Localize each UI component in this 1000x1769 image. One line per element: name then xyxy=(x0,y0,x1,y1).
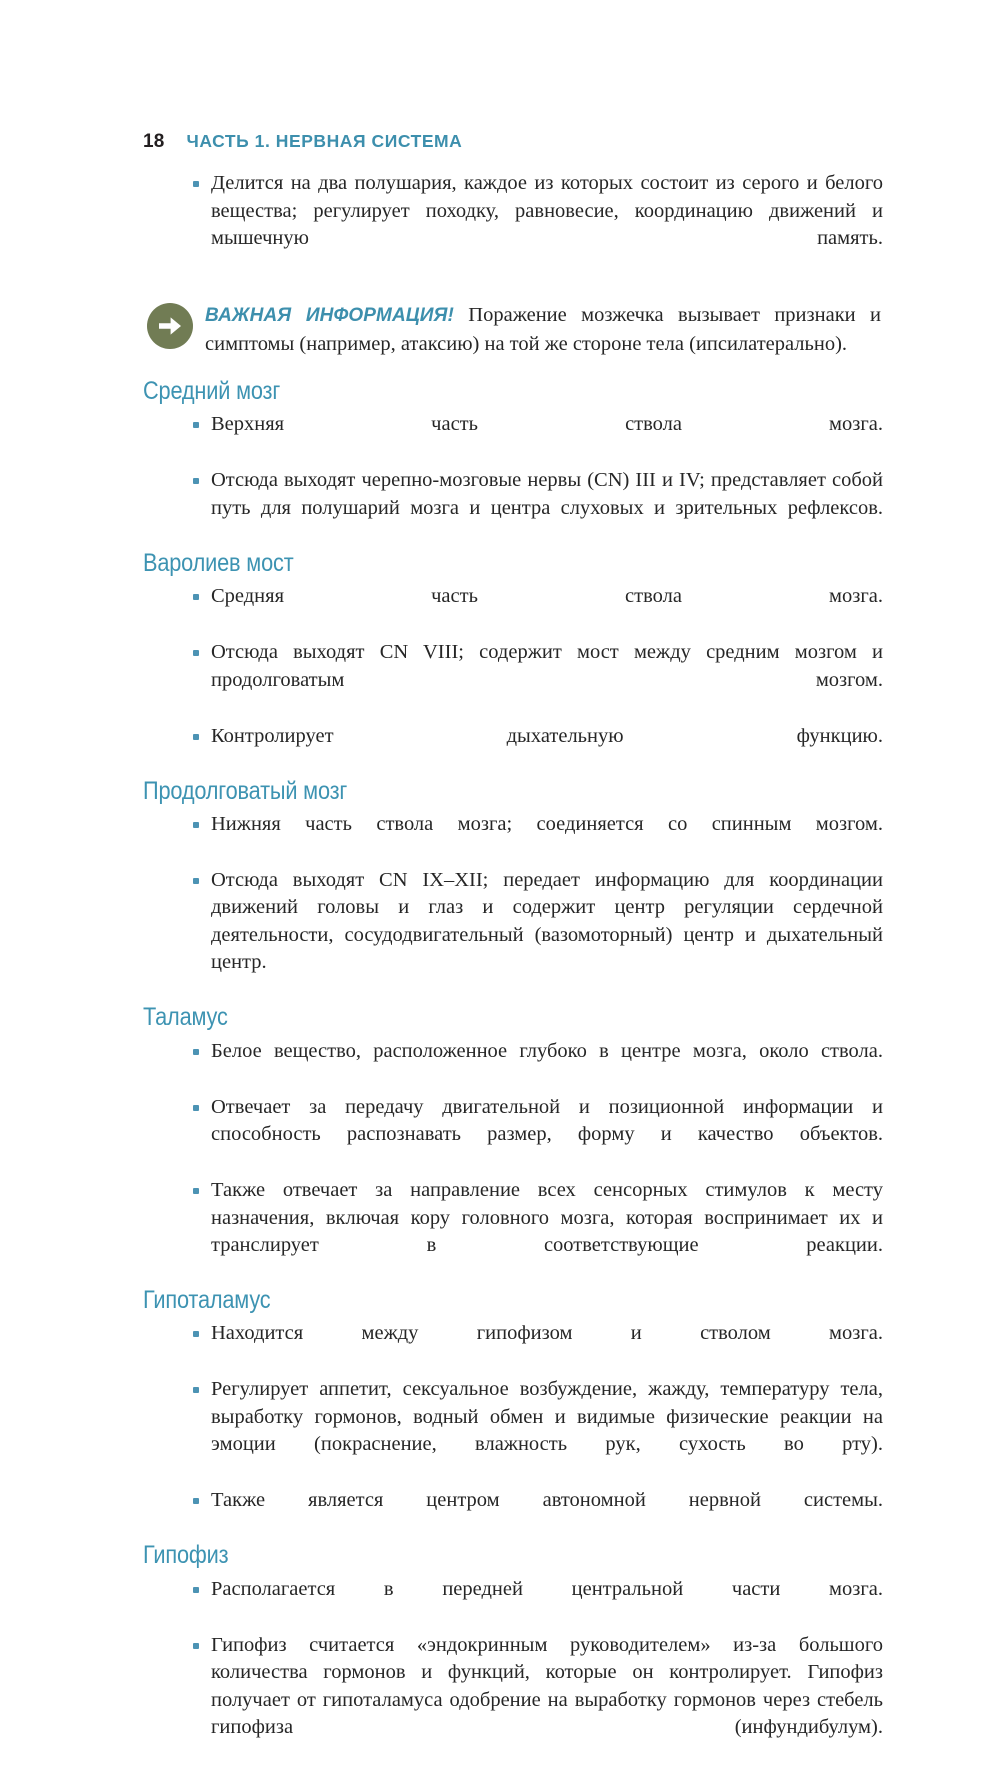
intro-bullet-list xyxy=(143,170,883,280)
callout-label: ВАЖНАЯ ИНФОРМАЦИЯ! xyxy=(205,305,454,326)
list-item: Белое вещество, расположенное глубоко в центре мозга, около ствола. xyxy=(191,1038,883,1093)
section-heading-midbrain: Средний мозг xyxy=(143,378,787,404)
section-heading-medulla: Продолговатый мозг xyxy=(143,778,787,804)
bullet-list-thalamus xyxy=(143,1038,883,1288)
bullet-list-hypothalamus xyxy=(143,1320,883,1542)
list-item: Также является центром автономной нервной системы. xyxy=(191,1487,883,1542)
section-heading-pituitary: Гипофиз xyxy=(143,1542,787,1568)
list-item: Отсюда выходят CN IX–XII; передает информацию для координации движений головы и глаз и содержит центр регуляции сердечной деятельности, сосудодвигательный (вазомоторный) центр и дыхательный центр. xyxy=(191,867,883,1005)
list-item: Отсюда выходят черепно-мозговые нервы (CN) III и IV; представляет собой путь для полушарий мозга и центра слуховых и зрительных рефлексов. xyxy=(191,467,883,550)
bullet-list-midbrain xyxy=(143,411,883,550)
list-item: Делится на два полушария, каждое из которых состоит из серого и белого вещества; регулирует походку, равновесие, координацию движений и мышечную память. xyxy=(191,170,883,280)
list-item: Нижняя часть ствола мозга; соединяется со спинным мозгом. xyxy=(191,811,883,866)
list-item: Также отвечает за направление всех сенсорных стимулов к месту назначения, включая кору головного мозга, которая воспринимает их и транслирует в соответствующие реакции. xyxy=(191,1177,883,1287)
running-head xyxy=(143,131,462,153)
list-item: Отвечает за передачу двигательной и позиционной информации и способность распознавать размер, форму и качество объектов. xyxy=(191,1094,883,1177)
list-item: Верхняя часть ствола мозга. xyxy=(191,411,883,466)
list-item: Отсюда выходят CN VIII; содержит мост между средним мозгом и продолговатым мозгом. xyxy=(191,639,883,722)
arrow-right-circle-icon xyxy=(147,303,193,349)
section-heading-pons: Варолиев мост xyxy=(143,550,787,576)
important-information-callout xyxy=(143,301,883,358)
bullet-list-medulla xyxy=(143,811,883,1005)
bullet-list-pituitary xyxy=(143,1576,883,1769)
list-item: Регулирует аппетит, сексуальное возбуждение, жажду, температуру тела, выработку гормонов, водный обмен и видимые физические реакции на эмоции (покраснение, влажность рук, сухость во рту). xyxy=(191,1376,883,1486)
section-heading-thalamus: Таламус xyxy=(143,1004,787,1030)
callout-body: Поражение мозжечка вызывает признаки и симптомы (например, атаксию) на той же стороне тела (ипсилатерально). xyxy=(205,304,881,355)
section-heading-hypothalamus: Гипоталамус xyxy=(143,1287,787,1313)
list-item: Гипофиз считается «эндокринным руководителем» из-за большого количества гормонов и функций, которые он контролирует. Гипофиз получает от гипоталамуса одобрение на выработку гормонов через стебель гипофиза (инфундибулум). xyxy=(191,1632,883,1769)
part-title: ЧАСТЬ 1. НЕРВНАЯ СИСТЕМА xyxy=(187,131,463,152)
list-item: Находится между гипофизом и стволом мозга. xyxy=(191,1320,883,1375)
callout-text xyxy=(205,301,883,358)
page-number: 18 xyxy=(143,131,165,153)
list-item: Располагается в передней центральной части мозга. xyxy=(191,1576,883,1631)
list-item: Контролирует дыхательную функцию. xyxy=(191,723,883,778)
list-item: Средняя часть ствола мозга. xyxy=(191,583,883,638)
page-content xyxy=(143,170,883,1769)
bullet-list-pons xyxy=(143,583,883,778)
